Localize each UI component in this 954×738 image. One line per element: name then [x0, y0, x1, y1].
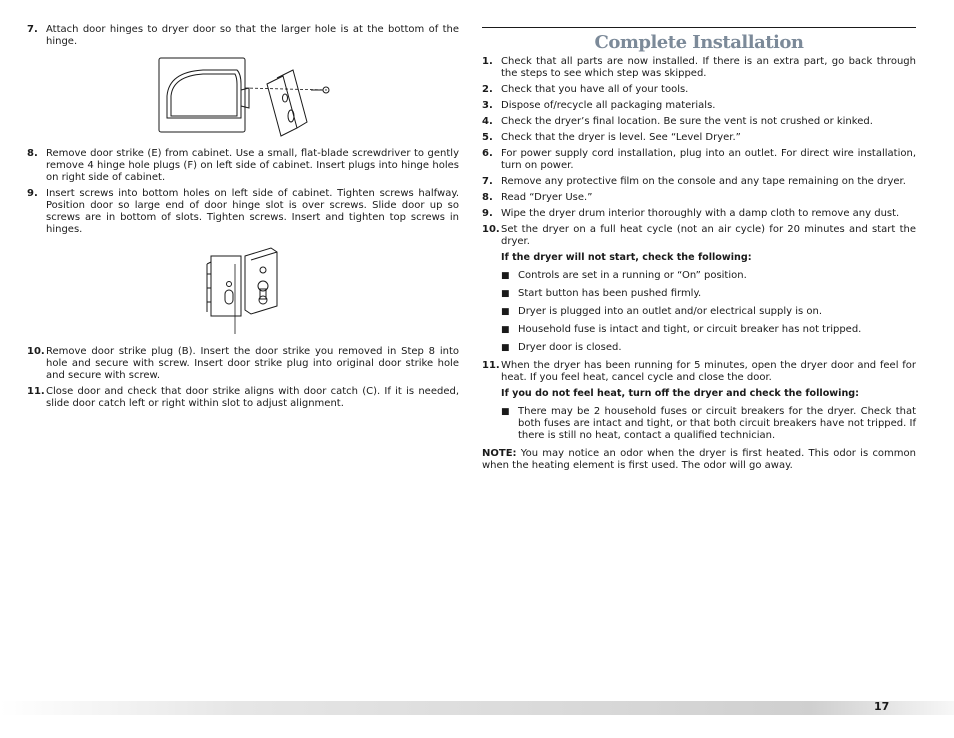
square-bullet-icon: ■ — [501, 407, 510, 417]
step-item — [482, 208, 916, 220]
step-item — [482, 100, 916, 112]
checklist-text: Household fuse is intact and tight, or circuit breaker has not tripped. — [518, 324, 862, 335]
check-heading-no-start: If the dryer will not start, check the following: — [501, 252, 752, 263]
step-item — [27, 24, 459, 48]
step-text: Insert screws into bottom holes on left side of cabinet. Tighten screws halfway. Position door so large end of door hinge slot is over screws. Slide door up so screws are in bottom of slots. Tighten screws. Insert and tighten top screws in hinges. — [46, 188, 459, 235]
hinge-illustration — [267, 70, 307, 136]
step-text: For power supply cord installation, plug into an outlet. For direct wire installation, turn on power. — [501, 148, 916, 171]
step-number: 5. — [482, 132, 493, 143]
door-hinge-figure — [27, 54, 459, 138]
step-text: Wipe the dryer drum interior thoroughly with a damp cloth to remove any dust. — [501, 208, 900, 219]
step-item — [482, 176, 916, 188]
step-item — [482, 116, 916, 128]
step-text: Attach door hinges to dryer door so that the larger hole is at the bottom of the hinge. — [46, 24, 459, 47]
checklist-item — [501, 342, 916, 354]
step-number: 10. — [482, 224, 500, 235]
step-number: 10. — [27, 346, 45, 357]
step-text: Remove door strike plug (B). Insert the door strike you removed in Step 8 into hole and secure with screw. Insert door strike plug into original door strike hole and secure with screw. — [46, 346, 459, 381]
checklist-item — [501, 306, 916, 318]
step-number: 1. — [482, 56, 493, 67]
step-number: 7. — [482, 176, 493, 187]
checklist-text: Dryer is plugged into an outlet and/or electrical supply is on. — [518, 306, 823, 317]
step-number: 11. — [27, 386, 45, 397]
footer-bar — [0, 701, 954, 715]
checklist-item — [501, 406, 916, 442]
checklist-text: Dryer door is closed. — [518, 342, 622, 353]
step-text: Check that the dryer is level. See “Level Dryer.” — [501, 132, 741, 143]
door-strike-plate-illustration — [245, 248, 277, 314]
step-item — [482, 148, 916, 172]
step-number: 4. — [482, 116, 493, 127]
step-item — [27, 148, 459, 184]
note-label: NOTE: — [482, 448, 517, 459]
hinge-plate-illustration — [207, 256, 241, 316]
step-item — [27, 188, 459, 236]
step-text: Check that you have all of your tools. — [501, 84, 689, 95]
check-heading-no-heat: If you do not feel heat, turn off the dryer and check the following: — [501, 388, 859, 399]
step-number: 2. — [482, 84, 493, 95]
step-number: 9. — [27, 188, 38, 199]
step-item — [482, 192, 916, 204]
square-bullet-icon: ■ — [501, 343, 510, 353]
square-bullet-icon: ■ — [501, 307, 510, 317]
checklist-item — [501, 270, 916, 282]
dryer-door-illustration — [159, 58, 249, 132]
step-number: 3. — [482, 100, 493, 111]
step-text: Read “Dryer Use.” — [501, 192, 593, 203]
note-paragraph — [482, 448, 916, 472]
step-text: Set the dryer on a full heat cycle (not an air cycle) for 20 minutes and start the dryer. — [501, 224, 916, 247]
steps-group-7 — [27, 24, 459, 48]
page-number: 17 — [874, 700, 890, 713]
step-text: Check the dryer’s final location. Be sure the vent is not crushed or kinked. — [501, 116, 873, 127]
steps-group-10-11 — [27, 346, 459, 410]
step-item — [482, 224, 916, 248]
step-item — [482, 360, 916, 384]
left-column — [27, 24, 459, 414]
step-number: 8. — [27, 148, 38, 159]
step-item — [27, 386, 459, 410]
step-number: 8. — [482, 192, 493, 203]
square-bullet-icon: ■ — [501, 325, 510, 335]
steps-group-8-9 — [27, 148, 459, 236]
step-number: 7. — [27, 24, 38, 35]
step-number: 11. — [482, 360, 500, 371]
checklist-item — [501, 288, 916, 300]
right-column — [482, 56, 916, 472]
step-text: When the dryer has been running for 5 minutes, open the dryer door and feel for heat. If you feel heat, cancel cycle and close the door. — [501, 360, 916, 383]
step-item — [482, 84, 916, 96]
no-start-checklist — [482, 270, 916, 354]
checklist-text: Start button has been pushed firmly. — [518, 288, 702, 299]
section-title: Complete Installation — [594, 32, 804, 53]
install-steps-1-10 — [482, 56, 916, 248]
square-bullet-icon: ■ — [501, 271, 510, 281]
install-step-11 — [482, 360, 916, 384]
door-strike-figure — [27, 244, 459, 336]
checklist-item — [501, 324, 916, 336]
step-text: Close door and check that door strike aligns with door catch (C). If it is needed, slide door catch left or right within slot to adjust alignment. — [46, 386, 459, 409]
section-rule — [482, 27, 916, 28]
square-bullet-icon: ■ — [501, 289, 510, 299]
step-item — [27, 346, 459, 382]
step-text: Dispose of/recycle all packaging materials. — [501, 100, 716, 111]
step-item — [482, 132, 916, 144]
step-number: 6. — [482, 148, 493, 159]
note-text: You may notice an odor when the dryer is first heated. This odor is common when the heating element is first used. The odor will go away. — [482, 448, 916, 471]
step-number: 9. — [482, 208, 493, 219]
checklist-text: There may be 2 household fuses or circuit breakers for the dryer. Check that both fuses are intact and tight, or that both circuit breakers have not tripped. If there is still no heat, contact a qualified technician. — [518, 406, 916, 441]
step-text: Remove any protective film on the console and any tape remaining on the dryer. — [501, 176, 906, 187]
step-item — [482, 56, 916, 80]
checklist-text: Controls are set in a running or “On” position. — [518, 270, 747, 281]
step-text: Remove door strike (E) from cabinet. Use a small, flat-blade screwdriver to gently remove 4 hinge hole plugs (F) on left side of cabinet. Insert plugs into hinge holes on right side of cabinet. — [46, 148, 459, 183]
no-heat-checklist — [482, 406, 916, 442]
step-text: Check that all parts are now installed. If there is an extra part, go back through the steps to see which step was skipped. — [501, 56, 916, 79]
